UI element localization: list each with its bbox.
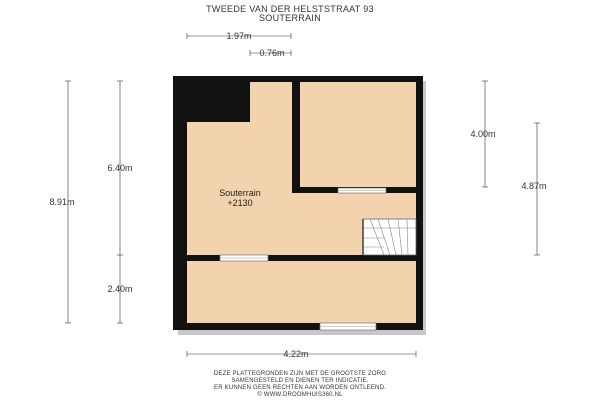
dimension-left-upper-label: 6.40m [107,163,133,173]
dimension-total-height-label: 8.91m [49,197,75,207]
disclaimer-line-4: © WWW.DROOMHUIS360.NL [257,392,343,398]
dimension-top-small-label: 0.76m [259,48,285,58]
plan-title-address: TWEEDE VAN DER HELSTSTRAAT 93 [206,4,374,14]
dimension-left-lower-label: 2.40m [107,284,133,294]
staircase [363,219,416,255]
dimension-right-upper-label: 4.00m [470,129,496,139]
bottom-room-floor [187,261,416,323]
upper-right-room-floor [300,82,416,187]
dimension-right-total-label: 4.87m [521,181,547,191]
disclaimer-line-1: DEZE PLATTEGRONDEN ZIJN MET DE GROOTSTE ZORG [213,371,387,377]
room-name-label: Souterrain [219,188,261,198]
dimension-top-width-label: 1.97m [226,31,252,41]
disclaimer-line-2: SAMENGESTELD EN DIENEN TER INDICATIE. [231,378,369,384]
disclaimer [150,371,450,399]
dimension-bottom-width-label: 4.22m [283,349,309,359]
plan-title-floor: SOUTERRAIN [258,13,321,23]
room-level-label: +2130 [227,198,253,208]
disclaimer-line-3: ER KUNNEN GEEN RECHTEN AAN WORDEN ONTLEEND. [214,385,386,391]
